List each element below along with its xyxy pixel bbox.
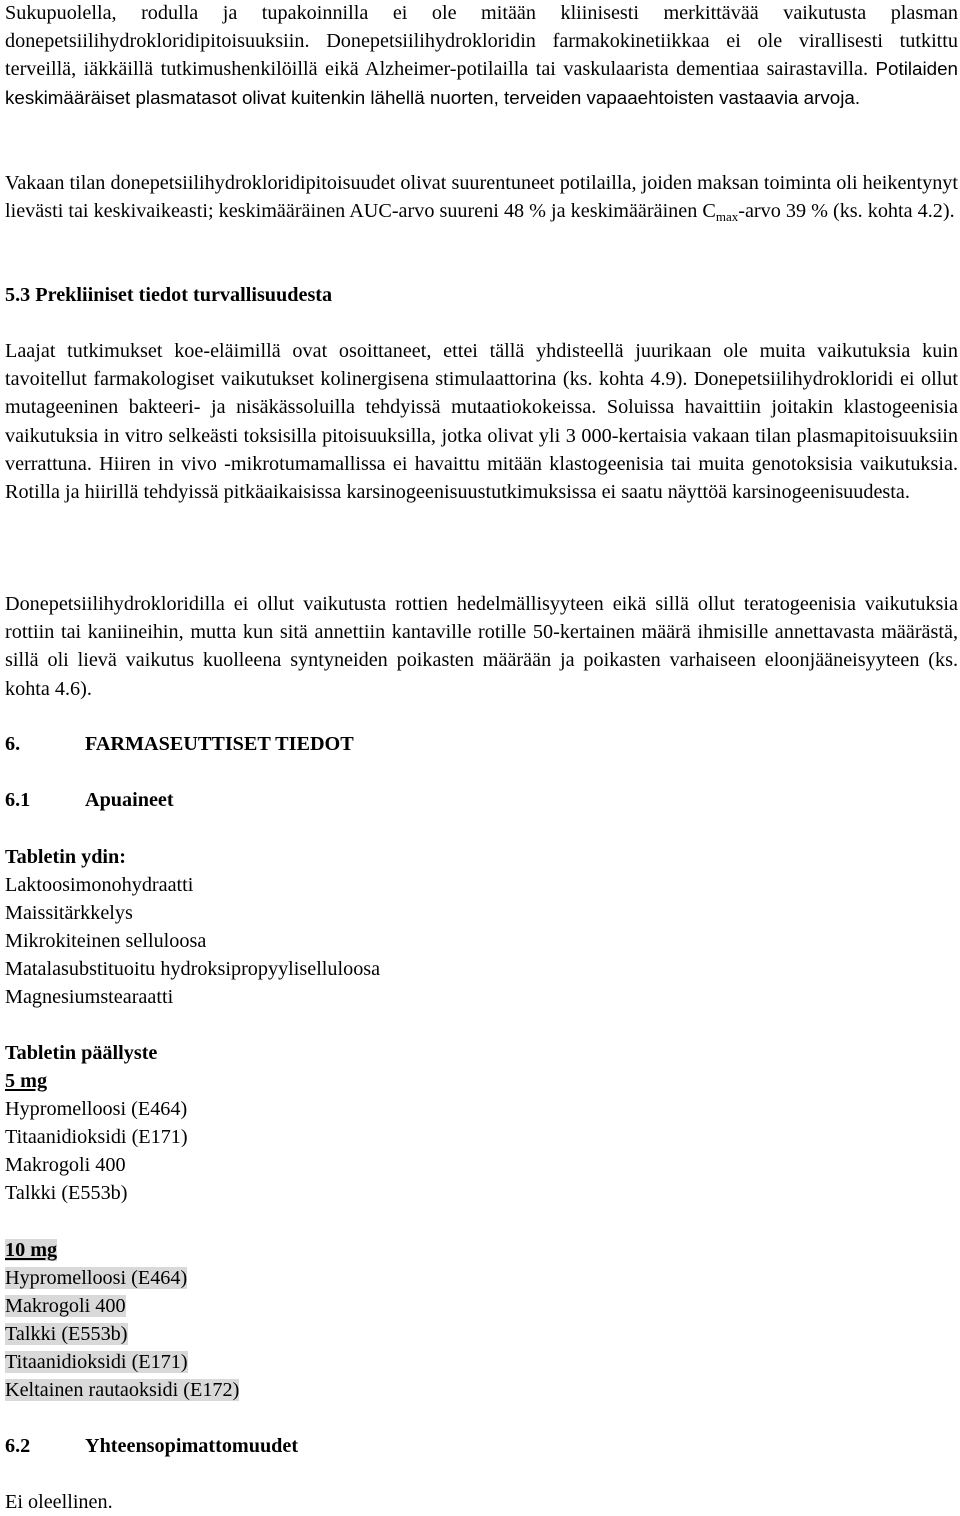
list-item: Maissitärkkelys <box>5 902 133 925</box>
strength-10mg-heading <box>5 1236 239 1264</box>
list-item: Magnesiumstearaatti <box>5 986 174 1009</box>
list-item: Matalasubstituoitu hydroksipropyyliselluloosa <box>5 958 381 981</box>
highlighted-text: Talkki (E553b) <box>5 1323 128 1346</box>
strength-10mg-list <box>5 1236 239 1405</box>
section-6-heading <box>5 730 354 758</box>
section-6-title: FARMASEUTTISET TIEDOT <box>85 733 354 755</box>
highlighted-text: Keltainen rautaoksidi (E172) <box>5 1379 240 1402</box>
hepatic-text-after: -arvo 39 % (ks. kohta 4.2). <box>738 200 955 223</box>
list-item: Talkki (E553b) <box>5 1182 128 1205</box>
list-item <box>5 1320 239 1348</box>
section-6-1-title: Apuaineet <box>85 789 174 811</box>
section-6-number: 6. <box>5 733 21 755</box>
list-item: Hypromelloosi (E464) <box>5 1098 188 1121</box>
hepatic-text-before: Vakaan tilan donepetsiilihydrokloridipitoisuudet olivat suurentuneet potilailla, joiden maksan toiminta oli heikentynyt lievästi tai keskivaikeasti; keskimääräinen AUC-arvo suureni 48 % ja keskimääräinen C <box>5 172 958 223</box>
cmax-subscript: max <box>715 209 739 225</box>
section-5-3-heading: 5.3 Prekliiniset tiedot turvallisuudesta <box>5 284 333 306</box>
highlighted-text: Titaanidioksidi (E171) <box>5 1351 188 1374</box>
strength-5mg-heading: 5 mg <box>5 1070 48 1093</box>
incompatibilities-text: Ei oleellinen. <box>5 1491 113 1513</box>
pharmacokinetics-sans-text: Potilaiden keskimääräiset plasmatasot olivat kuitenkin lähellä nuorten, terveiden vapaaehtoisten vastaavia arvoja. <box>5 58 958 108</box>
highlighted-text: 10 mg <box>5 1239 58 1261</box>
preclinical-paragraph: Laajat tutkimukset koe-eläimillä ovat osoittaneet, ettei tällä yhdisteellä juurikaan ole muita vaikutuksia kuin tavoitellut farmakologiset vaikutukset kolinergisena stimulaattorina (ks. kohta 4.9). Donepetsiilihydrokloridi ei ollut mutageeninen bakteeri- ja nisäkässoluilla tehdyissä mutaatiokokeissa. Soluissa havaittiin joitakin klastogeenisia vaikutuksia in vitro selkeästi toksisilla pitoisuuksilla, jotka olivat yli 3 000-kertaisia vakaan tilan plasmapitoisuuksiin verrattuna. Hiiren in vivo -mikrotumamallissa ei havaittu mitään klastogeenisia tai muita genotoksisia vaikutuksia. Rotilla ja hiirillä tehdyissä pitkäaikaisissa karsinogeenisuustutkimuksissa ei saatu näyttöä karsinogeenisuudesta. <box>5 340 958 504</box>
list-item: Mikrokiteinen selluloosa <box>5 930 207 953</box>
list-item: Laktoosimonohydraatti <box>5 874 194 897</box>
pharmacokinetics-text: Sukupuolella, rodulla ja tupakoinnilla ei ole mitään kliinisesti merkittävää vaikutusta plasman donepetsiilihydrokloridipitoisuuksiin. Donepetsiilihydrokloridin farmakokinetiikkaa ei ole virallisesti tutkittu terveillä, iäkkäillä tutkimushenkilöillä eikä Alzheimer-potilailla tai vaskulaarista dementiaa sairastavilla. <box>5 2 958 81</box>
highlighted-text: Hypromelloosi (E464) <box>5 1267 188 1290</box>
section-6-2-number: 6.2 <box>5 1435 31 1457</box>
pharmacokinetics-paragraph <box>5 0 958 112</box>
list-item <box>5 1292 239 1320</box>
list-item: Titaanidioksidi (E171) <box>5 1126 188 1149</box>
fertility-paragraph: Donepetsiilihydrokloridilla ei ollut vaikutusta rottien hedelmällisyyteen eikä sillä ollut teratogeenisia vaikutuksia rottiin tai kaniineihin, mutta kun sitä annettiin kantaville rotille 50-kertainen määrä ihmisille annettavasta määrästä, sillä oli lievä vaikutus kuolleena syntyneiden poikasten määrään ja poikasten varhaiseen eloonjääneisyyteen (ks. kohta 4.6). <box>5 593 958 700</box>
section-6-1-heading <box>5 786 174 814</box>
list-item <box>5 1376 239 1404</box>
list-item <box>5 1264 239 1292</box>
list-item <box>5 1348 239 1376</box>
tablet-coating-list <box>5 1039 188 1208</box>
section-6-1-number: 6.1 <box>5 789 31 811</box>
section-6-2-heading <box>5 1432 298 1460</box>
tablet-core-heading: Tabletin ydin: <box>5 846 126 868</box>
section-6-2-title: Yhteensopimattomuudet <box>85 1435 299 1457</box>
list-item: Makrogoli 400 <box>5 1154 126 1177</box>
highlighted-text: Makrogoli 400 <box>5 1295 126 1318</box>
tablet-core-list <box>5 843 380 1012</box>
hepatic-impairment-paragraph <box>5 169 958 225</box>
tablet-coating-heading: Tabletin päällyste <box>5 1042 158 1064</box>
